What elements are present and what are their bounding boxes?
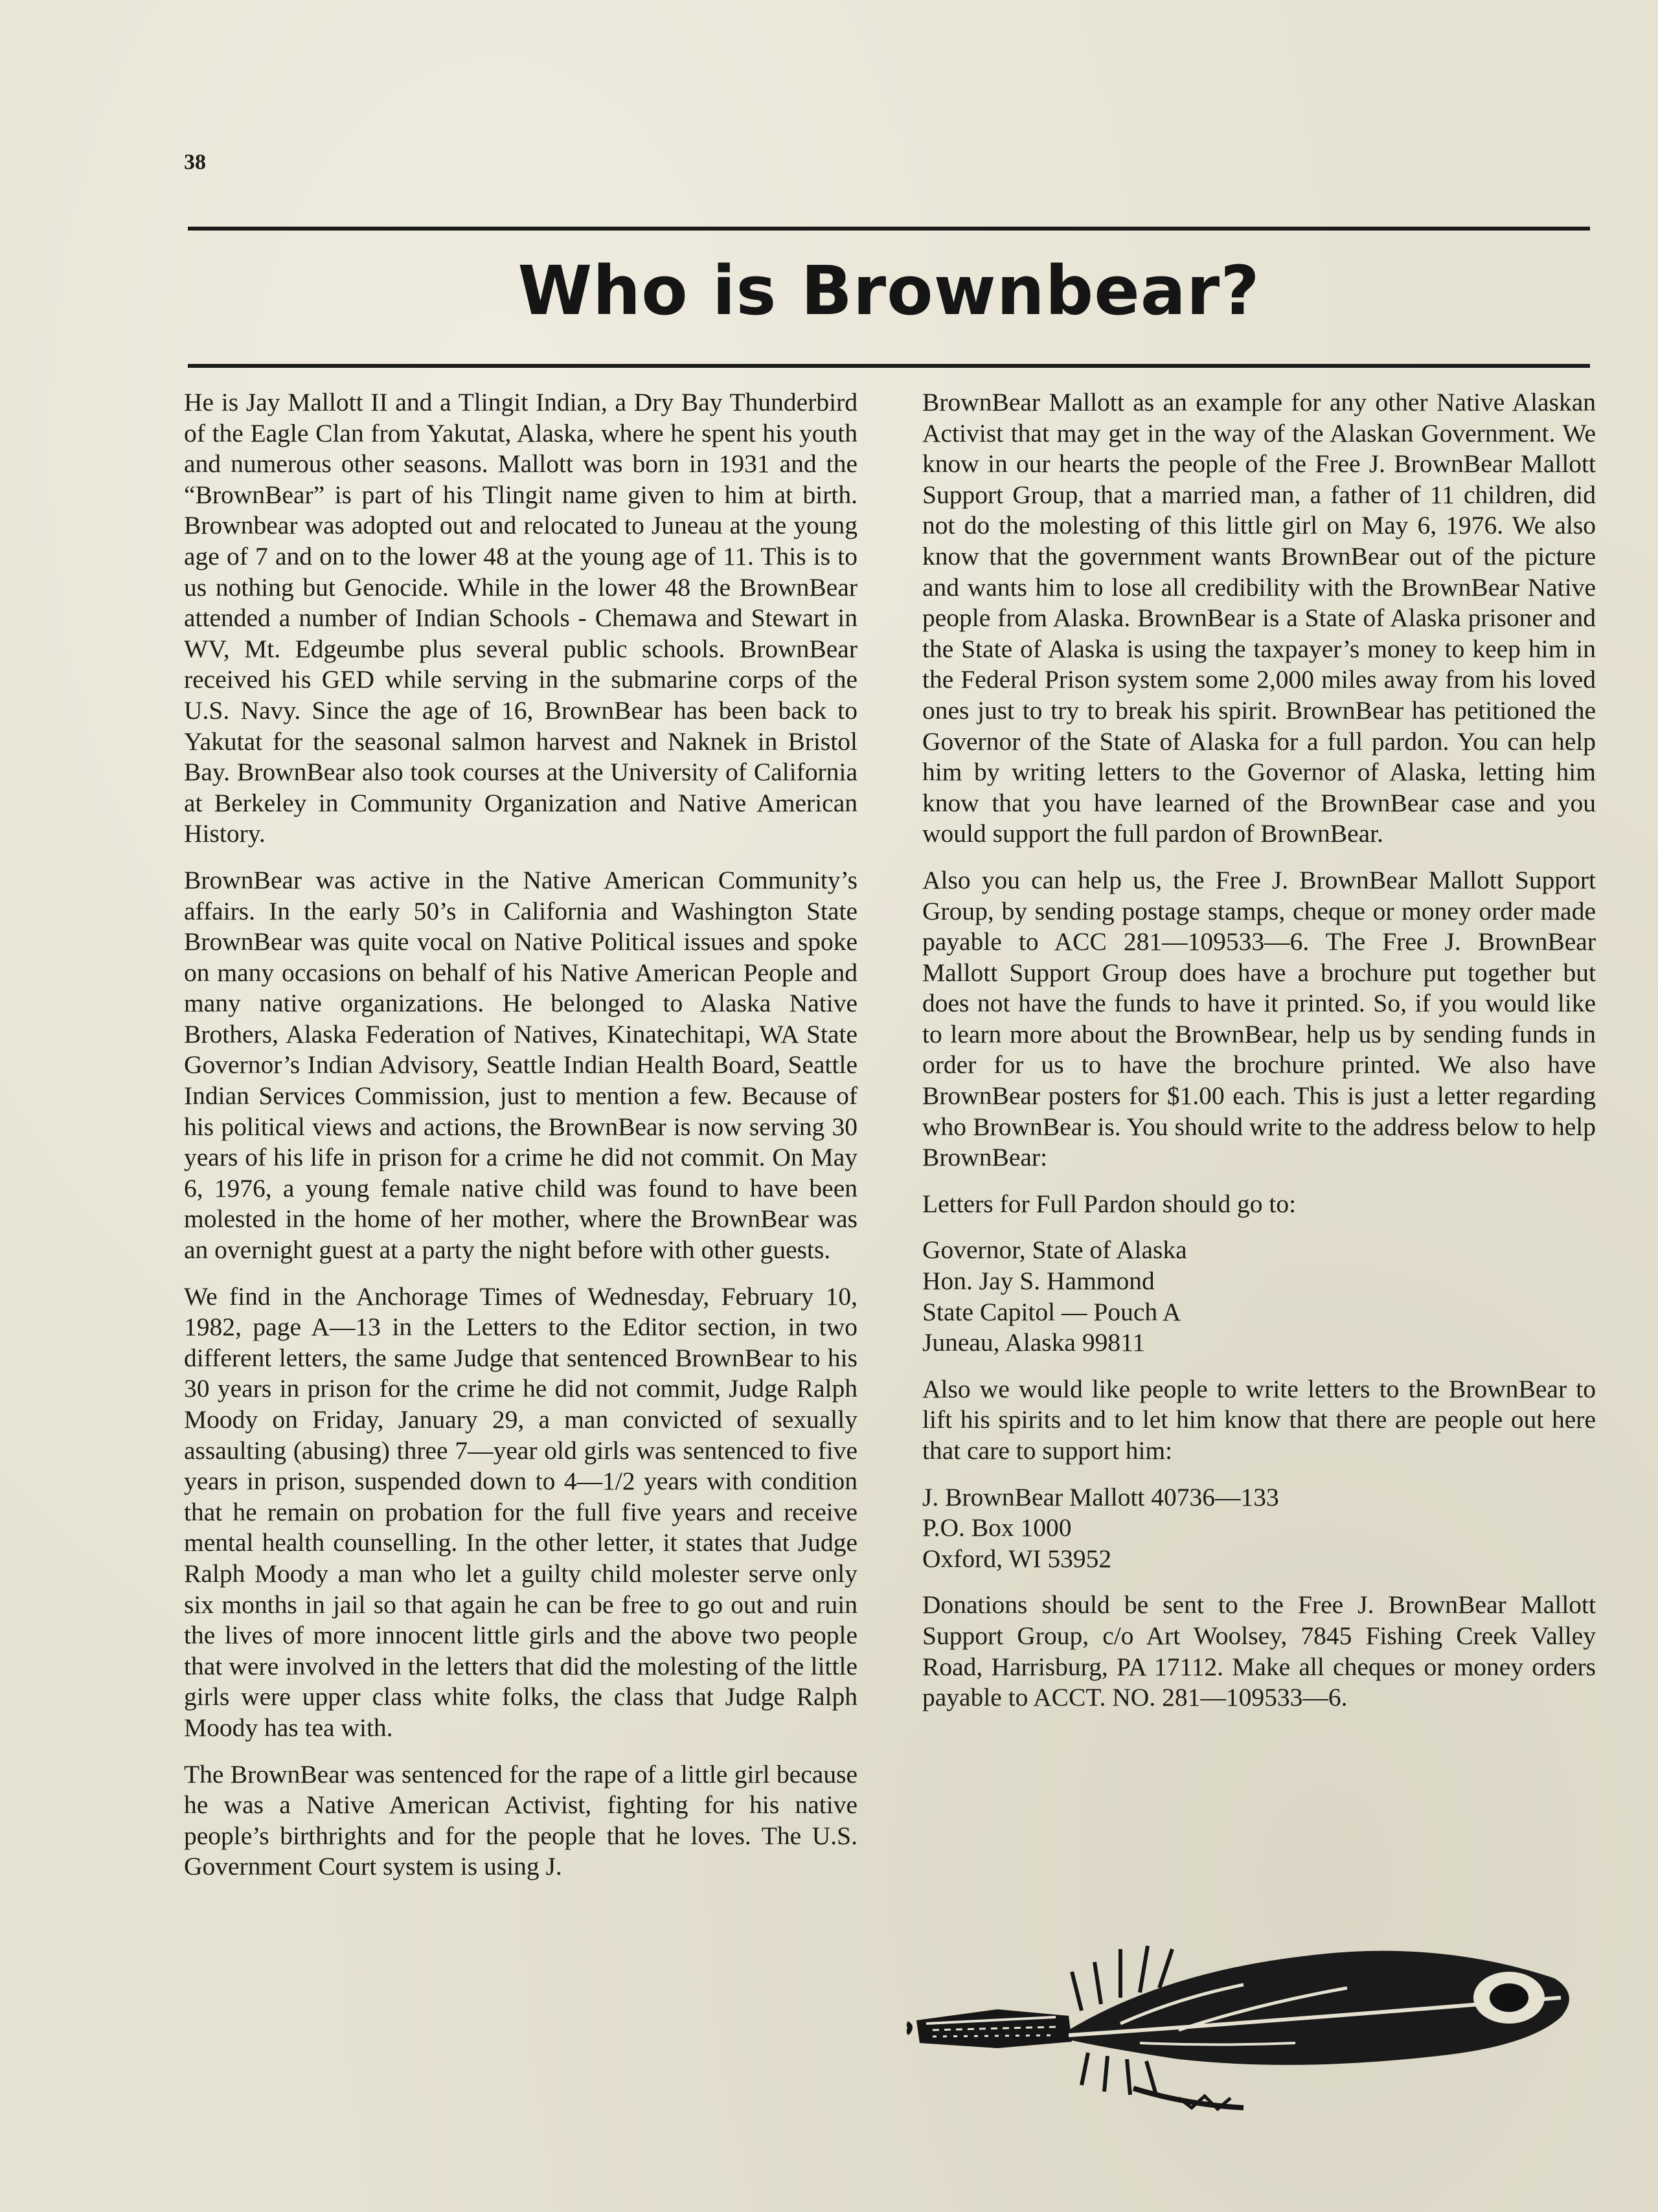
- paragraph: We find in the Anchorage Times of Wednesday, February 10, 1982, page A—13 in the Letters to the Editor section, in two different letters, the same Judge that sentenced BrownBear to his 30 years in prison for the crime he did not commit, Judge Ralph Moody on Friday, January 29, a man convicted of sexually assaulting (abusing) three 7—year old girls was sentenced to five years in prison, suspended down to 4—1/2 years with condition that he remain on probation for the full five years and receive mental health counselling. In the other letter, it states that Judge Ralph Moody a man who let a guilty child molester serve only six months in jail so that again he can be free to go out and ruin the lives of more innocent little girls and the above two people that were involved in the letters that did the molesting of the little girls were upper class white folks, the class that Judge Ralph Moody has tea with.: [184, 1281, 857, 1742]
- paragraph: Also you can help us, the Free J. BrownBear Mallott Support Group, by sending postage stamps, cheque or money order made payable to ACC 281—109533—6. The Free J. BrownBear Mallott Support Group does have a brochure put together but does not have the funds to have it printed. So, if you would like to learn more about the BrownBear, help us by sending funds in order for us to have the brochure printed. We also have BrownBear posters for $1.00 each. This is just a letter regarding who BrownBear is. You should write to the address below to help BrownBear:: [922, 865, 1596, 1172]
- paragraph: He is Jay Mallott II and a Tlingit Indian, a Dry Bay Thunderbird of the Eagle Clan from Yakutat, Alaska, where he spent his youth and numerous other seasons. Mallott was born in 1931 and the “BrownBear” is part of his Tlingit name given to him at birth. Brownbear was adopted out and relocated to Juneau at the young age of 7 and on to the lower 48 at the young age of 11. This is to us nothing but Genocide. While in the lower 48 the BrownBear attended a number of Indian Schools - Chemawa and Stewart in WV, Mt. Edgeumbe plus several public schools. BrownBear received his GED while serving in the submarine corps of the U.S. Navy. Since the age of 16, BrownBear has been back to Yakutat for the seasonal salmon harvest and Naknek in Bristol Bay. BrownBear also took courses at the University of California at Berkeley in Community Organization and Native American History.: [184, 388, 857, 848]
- paragraph: Also we would like people to write letters to the BrownBear to lift his spirits and to let him know that there are people out here that care to support him:: [922, 1374, 1596, 1465]
- address-line: State Capitol — Pouch A: [922, 1297, 1181, 1326]
- paragraph: BrownBear Mallott as an example for any other Native Alaskan Activist that may get in the way of the Alaskan Government. We know in our hearts the people of the Free J. BrownBear Mallott Support Group, that a married man, a father of 11 children, did not do the molesting of this little girl on May 6, 1976. We also know that the government wants BrownBear out of the picture and wants him to lose all credibility with the BrownBear Native people from Alaska. BrownBear is a State of Alaska prisoner and the State of Alaska is using the taxpayer’s money to keep him in the Federal Prison system some 2,000 miles away from his loved ones just to try to break his spirit. BrownBear has petitioned the Governor of the State of Alaska for a full pardon. You can help him by writing letters to the Governor of Alaska, letting him know that you have learned of the BrownBear case and you would support the full pardon of BrownBear.: [922, 388, 1596, 848]
- feather-icon: [907, 1933, 1587, 2121]
- address-line: Governor, State of Alaska: [922, 1236, 1187, 1265]
- bottom-rule: [188, 364, 1590, 368]
- donations-paragraph: Donations should be sent to the Free J. BrownBear Mallott Support Group, c/o Art Woolsey, 7845 Fishing Creek Valley Road, Harrisburg, PA 17112. Make all cheques or money orders payable to ACCT. NO. 281—109533—6.: [922, 1590, 1596, 1712]
- address-line: J. BrownBear Mallott 40736—133: [922, 1482, 1279, 1511]
- governor-address: [922, 1235, 1596, 1358]
- address-line: Oxford, WI 53952: [922, 1544, 1112, 1573]
- address-line: P.O. Box 1000: [922, 1513, 1072, 1542]
- right-column: [922, 387, 1596, 1729]
- address-line: Juneau, Alaska 99811: [922, 1328, 1146, 1357]
- prisoner-address: [922, 1482, 1596, 1575]
- top-rule: [188, 227, 1590, 231]
- left-column: [184, 387, 857, 1898]
- pardon-intro: Letters for Full Pardon should go to:: [922, 1189, 1297, 1218]
- paragraph: BrownBear was active in the Native American Community’s affairs. In the early 50’s in California and Washington State BrownBear was quite vocal on Native Political issues and spoke on many occasions on behalf of his Native American People and many native organizations. He belonged to Alaska Native Brothers, Alaska Federation of Natives, Kinatechitapi, WA State Governor’s Indian Advisory, Seattle Indian Health Board, Seattle Indian Services Commission, just to mention a few. Because of his political views and actions, the BrownBear is now serving 30 years of his life in prison for a crime he did not commit. On May 6, 1976, a young female native child was found to have been molested in the home of her mother, where the BrownBear was an overnight guest at a party the night before with other guests.: [184, 865, 857, 1265]
- address-line: Hon. Jay S. Hammond: [922, 1267, 1155, 1296]
- paragraph: The BrownBear was sentenced for the rape of a little girl because he was a Native American Activist, fighting for his native people’s birthrights and for the people that he loves. The U.S. Government Court system is using J.: [184, 1759, 857, 1881]
- page-number: 38: [184, 150, 206, 174]
- article-title: Who is Brownbear?: [517, 251, 1260, 330]
